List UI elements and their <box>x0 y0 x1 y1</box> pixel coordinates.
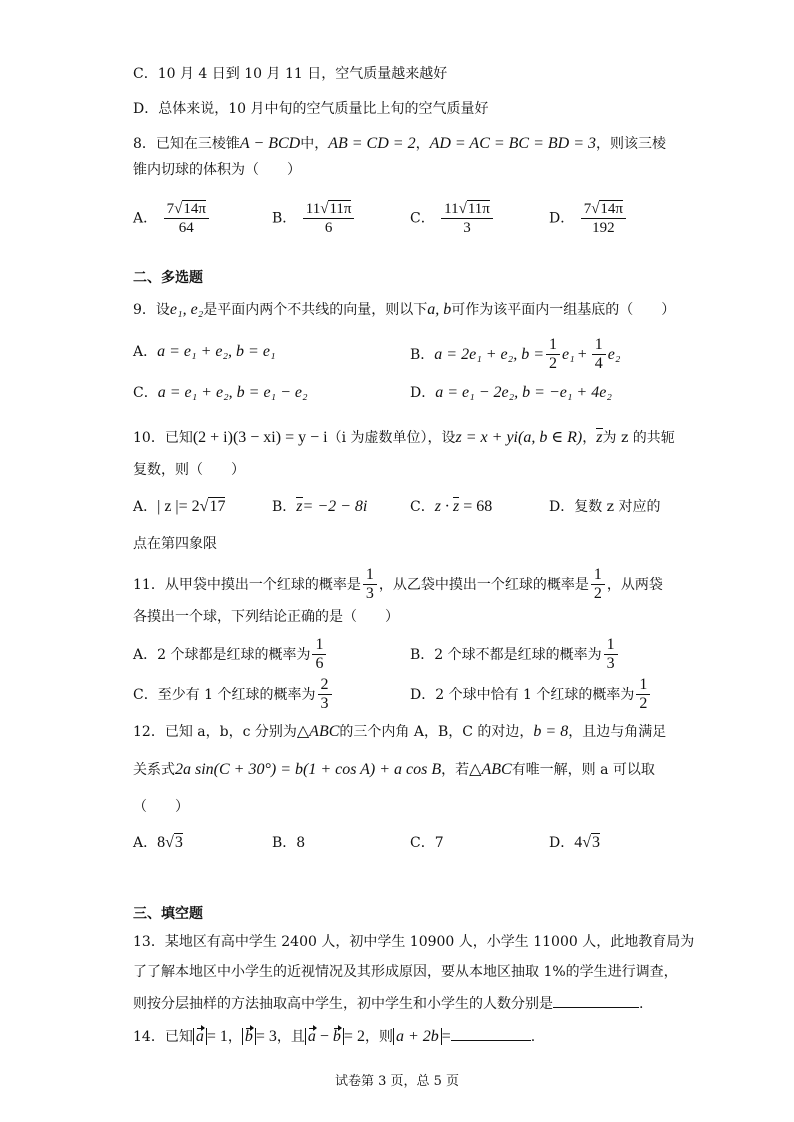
q11-part-1: 11．从甲袋中摸出一个红球的概率是 <box>133 576 361 593</box>
radicand: 14π <box>183 201 206 217</box>
q12-b-value: b = 8 <box>533 723 569 740</box>
q11-prob-b <box>591 566 605 603</box>
option-label: A． <box>133 344 158 360</box>
q9-option-d <box>410 383 612 403</box>
q10-option-a-expr: | z |= 2 <box>157 498 200 515</box>
plus-sign: + <box>577 345 587 363</box>
numerator: 1 <box>546 336 560 355</box>
q8-option-d-fraction: $\frac{7√14\pi}{192}$ <box>581 200 626 237</box>
denominator: 3 <box>320 695 329 712</box>
option-text: 2 个球不都是红球的概率为 <box>434 646 602 663</box>
option-label: B． <box>272 210 297 227</box>
numerator: 1 <box>592 336 606 355</box>
q8-stem-suffix: ，则该三棱 <box>596 136 667 152</box>
q14-equals: = <box>441 1028 451 1045</box>
q10-stem: 10．已知(2 + i)(3 − xi) = y − i（i 为虚数单位），设z = x + yi(a, b ∈ R)，z为 z 的共轭 <box>133 429 675 446</box>
q11-prob-a <box>363 566 377 603</box>
q14-abs-a-minus-b: a − b <box>305 1028 344 1045</box>
q12-stem-line3: （ ） <box>133 799 189 815</box>
q9-option-a-expr: a = e₁ + e₂, b = e₁ <box>157 343 276 360</box>
radicand: 3 <box>592 834 601 851</box>
q8-option-c <box>410 200 495 237</box>
q8-condition-1: AB = CD = 2 <box>328 135 416 152</box>
q8-option-b-fraction: $\frac{11√11\pi}{6}$ <box>303 200 355 237</box>
coef: 4 <box>574 834 583 851</box>
denominator: 3 <box>365 585 374 602</box>
q7-option-d: D．总体来说，10 月中旬的空气质量比上旬的空气质量好 <box>133 101 489 117</box>
q12-part-1: 12．已知 a，b，c 分别为 <box>133 724 297 740</box>
page-footer: 试卷第 3 页，总 5 页 <box>334 1074 460 1089</box>
q8-option-b <box>272 200 356 237</box>
q10-option-c-expr: z · <box>434 498 453 515</box>
q12-part-2: 的三个内角 A，B，C 的对边， <box>339 724 534 740</box>
q12-option-a: A．8√3 <box>133 834 183 851</box>
q8-option-d <box>549 200 628 237</box>
q10-note: （i 为虚数单位），设 <box>327 430 456 446</box>
option-label: A． <box>133 499 158 515</box>
option-label: C． <box>410 210 435 227</box>
option-value: 8 <box>296 835 306 851</box>
q8-condition-2: AD = AC = BC = BD = 3 <box>429 135 597 152</box>
denominator: 6 <box>315 655 324 672</box>
option-fraction <box>636 676 650 713</box>
option-fraction <box>604 636 618 673</box>
q12-relation: 2a sin(C + 30°) = b(1 + cos A) + a cos B <box>175 761 442 778</box>
q8-stem <box>133 134 666 154</box>
option-label: B． <box>272 499 297 515</box>
q7-option-c: C．10 月 4 日到 10 月 11 日，空气质量越来越好 <box>133 66 448 82</box>
q10-option-d-text: 复数 z 对应的 <box>574 499 661 515</box>
q10-option-b <box>272 497 367 517</box>
denominator: 2 <box>639 695 648 712</box>
q11-option-c <box>133 676 334 713</box>
q9-suffix: 可作为该平面内一组基底的（ ） <box>451 302 676 318</box>
q12-part-6: 有唯一解，则 a 可以取 <box>511 762 655 778</box>
coef: 7 <box>583 201 592 217</box>
q14-period: . <box>530 1029 536 1045</box>
numerator: 1 <box>363 566 377 585</box>
coef: 7 <box>166 201 175 217</box>
denominator: 2 <box>593 585 602 602</box>
option-label: C． <box>133 385 158 401</box>
option-label: D． <box>410 686 436 703</box>
q11-option-a <box>133 636 328 673</box>
option-label: D． <box>410 385 436 401</box>
q14-stem: 14．已知 a = 1， b = 3，且 a − b = 2，则 a + 2b = . <box>133 1028 536 1045</box>
q9-option-a <box>133 342 276 362</box>
radicand: 3 <box>174 834 183 851</box>
denominator: 64 <box>178 220 194 236</box>
q14-mid-3: ，则 <box>364 1029 393 1045</box>
q12-part-3: ，且边与角满足 <box>568 724 667 740</box>
section-heading-multiple-choice: 二、多选题 <box>133 270 203 286</box>
numerator: 1 <box>591 566 605 585</box>
q11-part-2: ，从乙袋中摸出一个红球的概率是 <box>378 576 589 593</box>
q10-option-c-tail: = 68 <box>459 498 493 515</box>
option-fraction <box>318 676 332 713</box>
q9-basis-vectors: e₁, e₂ <box>169 301 204 318</box>
option-label: B． <box>272 835 297 851</box>
q8-stem-line2: 锥内切球的体积为（ ） <box>133 162 301 178</box>
q12-part-4: 关系式 <box>133 762 175 778</box>
q10-prefix: 10．已知 <box>133 430 193 446</box>
denominator: 2 <box>549 355 558 372</box>
q14-cond-2: = 3 <box>255 1028 277 1045</box>
option-text: 2 个球中恰有 1 个红球的概率为 <box>435 686 635 703</box>
q10-option-c <box>410 497 492 517</box>
q14-abs-b: b <box>242 1028 256 1045</box>
q13-line3 <box>133 994 643 1014</box>
q9-vectors-ab: a, b <box>427 301 452 318</box>
option-fraction <box>312 636 326 673</box>
q8-option-a <box>133 200 211 237</box>
option-label: C． <box>133 686 158 703</box>
q10-stem-line2: 复数，则（ ） <box>133 462 245 478</box>
q14-abs-a: a <box>193 1028 207 1045</box>
q10-z-conjugate: z <box>596 429 603 446</box>
option-label: B． <box>410 346 435 363</box>
q8-stem-mid: 中， <box>300 136 329 152</box>
coef: 11 <box>444 201 459 217</box>
denominator: 6 <box>324 220 333 236</box>
q10-equation: (2 + i)(3 − xi) = y − i <box>192 429 328 446</box>
q12-stem-line1 <box>133 722 666 742</box>
q9-prefix: 9．设 <box>133 302 170 318</box>
option-label: A． <box>133 210 158 227</box>
q11-stem-line2: 各摸出一个球，下列结论正确的是（ ） <box>133 609 399 625</box>
option-text: 2 个球都是红球的概率为 <box>157 646 311 663</box>
q11-part-3: ，从两袋 <box>606 576 663 593</box>
q14-cond-3: = 2 <box>343 1028 365 1045</box>
q14-prefix: 14．已知 <box>133 1029 193 1045</box>
q12-triangle-2: △ABC <box>469 761 512 778</box>
q10-z-conjugate: z <box>296 498 303 515</box>
q12-triangle: △ABC <box>296 723 340 740</box>
q9-option-c-expr: a = e₁ + e₂, b = e₁ − e₂ <box>157 384 308 401</box>
q10-option-d-line2: 点在第四象限 <box>133 536 217 552</box>
option-label: C． <box>410 499 435 515</box>
q14-target-expr: a + 2b <box>393 1028 442 1045</box>
coef: 11 <box>305 201 321 217</box>
coef: 8 <box>157 834 166 851</box>
q13-line3-text: 则按分层抽样的方法抽取高中学生，初中学生和小学生的人数分别是 <box>133 996 553 1012</box>
radicand: 14π <box>600 201 623 217</box>
q9-option-b-frac-2 <box>592 336 606 373</box>
option-label: D． <box>549 210 575 227</box>
q8-option-a-fraction: $\frac{7√14\pi}{64}$ <box>164 200 209 237</box>
numerator: 2 <box>318 676 332 695</box>
q10-z-conjugate: z <box>452 498 460 515</box>
option-label: A． <box>133 835 158 851</box>
q14-answer-blank[interactable] <box>451 1040 531 1041</box>
q12-part-5: ，若 <box>441 762 470 778</box>
q9-option-d-expr: a = e₁ − 2e₂, b = −e₁ + 4e₂ <box>435 384 612 401</box>
q11-option-b <box>410 636 620 673</box>
denominator: 3 <box>606 655 615 672</box>
option-text: 至少有 1 个红球的概率为 <box>157 686 316 703</box>
option-label: C． <box>410 835 435 851</box>
option-label: D． <box>549 499 575 515</box>
radicand: 11π <box>329 201 352 217</box>
option-label: A． <box>133 646 158 663</box>
q9-stem <box>133 300 675 320</box>
q13-line2: 了了解本地区中小学生的近视情况及其形成原因，要从本地区抽取 1%的学生进行调查， <box>133 964 678 980</box>
q11-stem <box>133 566 663 603</box>
denominator: 3 <box>463 220 471 236</box>
q10-option-d <box>549 497 661 517</box>
q9-mid: 是平面内两个不共线的向量，则以下 <box>203 302 428 318</box>
q9-option-b-e1: e₁ <box>562 345 575 363</box>
denominator: 4 <box>594 355 603 372</box>
q10-option-a: A．| z |= 2√17 <box>133 498 226 515</box>
q12-option-d: D．4√3 <box>549 834 601 851</box>
q10-option-b-expr: = −2 − 8i <box>302 498 368 515</box>
q14-cond-1: = 1 <box>206 1028 228 1045</box>
q12-option-b <box>272 833 305 853</box>
q8-sep: ， <box>415 136 430 152</box>
numerator: 1 <box>312 636 326 655</box>
numerator: 1 <box>636 676 650 695</box>
q12-option-c <box>410 833 444 853</box>
radicand: 11π <box>467 201 490 217</box>
q14-mid-2: ，且 <box>276 1029 305 1045</box>
q12-stem-line2 <box>133 760 655 780</box>
q8-option-c-fraction: $\frac{11√11\pi}{3}$ <box>441 200 493 237</box>
radicand: 17 <box>209 498 226 515</box>
q9-option-c <box>133 383 308 403</box>
q9-option-b-e2: e₂ <box>607 345 621 363</box>
q9-option-b-expr: a = 2e₁ + e₂, b = <box>434 345 545 363</box>
option-value: 7 <box>434 835 444 851</box>
q13-period: . <box>639 996 644 1012</box>
q8-stem-prefix: 8．已知在三棱锥 <box>133 136 240 152</box>
q13-line1: 13．某地区有高中学生 2400 人，初中学生 10900 人，小学生 11000 人，此地教育局为 <box>133 934 695 950</box>
section-heading-fill-in: 三、填空题 <box>133 906 203 922</box>
q10-z-definition: z = x + yi(a, b ∈ R) <box>455 429 583 446</box>
q9-option-b-frac-1 <box>546 336 560 373</box>
numerator: 1 <box>604 636 618 655</box>
q13-answer-blank[interactable] <box>553 1007 639 1008</box>
option-label: D． <box>549 835 575 851</box>
q10-suffix: 为 z 的共轭 <box>602 430 675 446</box>
q11-option-d <box>410 676 652 713</box>
option-label: B． <box>410 646 435 663</box>
q8-tetrahedron: A − BCD <box>239 135 301 152</box>
q9-option-b <box>410 336 620 373</box>
denominator: 192 <box>592 220 615 236</box>
